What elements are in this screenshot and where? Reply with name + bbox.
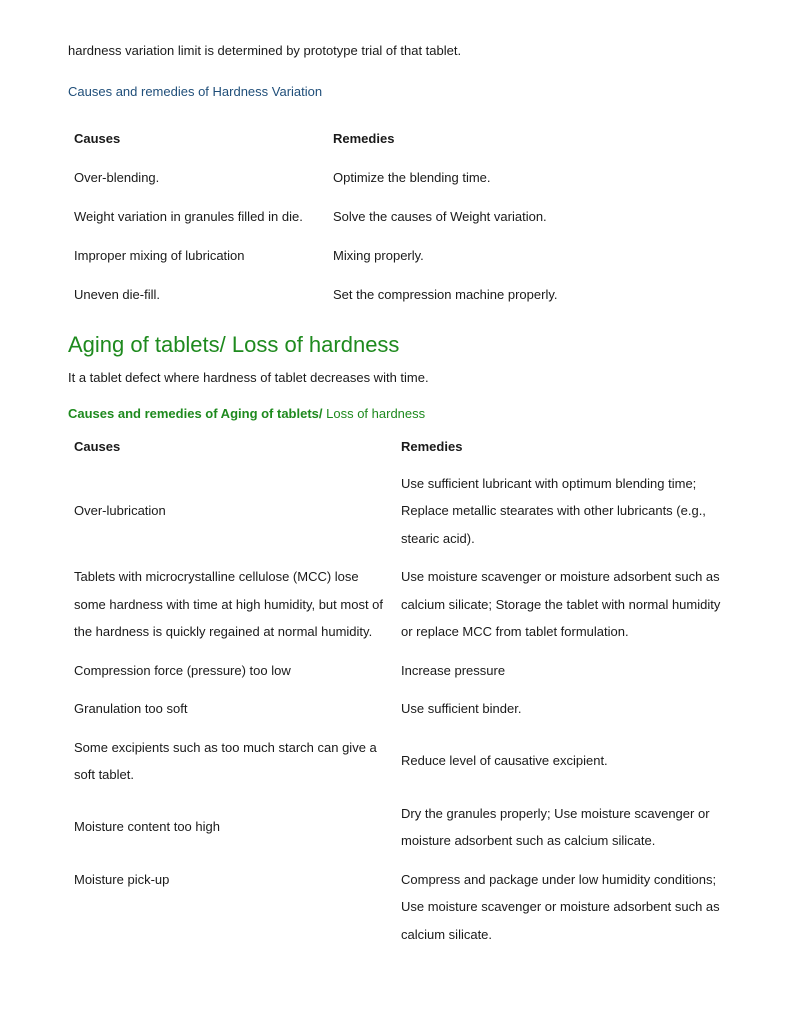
cause-cell: Over-blending. <box>74 170 160 185</box>
cause-cell: Over-lubrication <box>74 503 166 518</box>
table-row <box>68 158 639 197</box>
remedy-cell: Use sufficient lubricant with optimum blending time; Replace metallic stearates with other lubricants (e.g., stearic acid). <box>401 475 706 546</box>
table-header-row <box>68 430 737 464</box>
remedy-cell: Compress and package under low humidity conditions; Use moisture scavenger or moisture adsorbent such as calcium silicate. <box>401 871 720 942</box>
remedy-cell: Optimize the blending time. <box>333 170 491 185</box>
cause-cell: Moisture pick-up <box>74 871 170 887</box>
remedy-cell: Increase pressure <box>401 662 506 678</box>
cause-cell: Weight variation in granules filled in die. <box>74 209 303 224</box>
table-row <box>68 197 639 236</box>
cause-cell: Uneven die-fill. <box>74 287 160 302</box>
remedy-cell: Use moisture scavenger or moisture adsorbent such as calcium silicate; Storage the tablet with normal humidity or replace MCC from tablet formulation. <box>401 569 721 639</box>
remedy-cell: Solve the causes of Weight variation. <box>333 209 547 224</box>
aging-description: It a tablet defect where hardness of tablet decreases with time. <box>68 370 429 385</box>
table-row <box>68 651 737 690</box>
table-row <box>68 690 737 729</box>
cause-cell: Moisture content too high <box>74 819 220 835</box>
table-row <box>68 275 639 314</box>
cause-cell: Some excipients such as too much starch can give a soft tablet. <box>74 739 377 782</box>
table-row <box>68 728 737 794</box>
cause-cell: Tablets with microcrystalline cellulose (MCC) lose some hardness with time at high humidity, but most of the hardness is quickly regained at normal humidity. <box>74 569 384 639</box>
remedy-cell: Use sufficient binder. <box>401 701 522 716</box>
causes-header: Causes <box>74 439 121 455</box>
aging-subheading-bold: Causes and remedies of Aging of tablets/ <box>68 406 323 421</box>
intro-paragraph: hardness variation limit is determined by prototype trial of that tablet. <box>68 43 462 58</box>
aging-heading: Aging of tablets/ Loss of hardness <box>68 332 400 357</box>
table-header-row <box>68 119 639 158</box>
table-row <box>68 464 737 558</box>
aging-subheading <box>68 406 425 421</box>
table-row <box>68 794 737 860</box>
remedy-cell: Set the compression machine properly. <box>333 287 558 302</box>
table-row <box>68 236 639 275</box>
aging-table <box>68 430 737 954</box>
aging-subheading-regular: Loss of hardness <box>322 406 426 421</box>
table-row <box>68 860 737 954</box>
cause-cell: Improper mixing of lubrication <box>74 248 245 263</box>
remedy-cell: Mixing properly. <box>333 248 424 263</box>
cause-cell: Compression force (pressure) too low <box>74 662 291 678</box>
causes-header: Causes <box>74 131 121 146</box>
remedies-header: Remedies <box>401 439 463 455</box>
hardness-variation-table <box>68 119 639 314</box>
remedy-cell: Reduce level of causative excipient. <box>401 753 608 769</box>
cause-cell: Granulation too soft <box>74 701 188 716</box>
table-row <box>68 558 737 652</box>
remedies-header: Remedies <box>333 131 395 146</box>
remedy-cell: Dry the granules properly; Use moisture scavenger or moisture adsorbent such as calcium silicate. <box>401 805 710 848</box>
hardness-variation-subheading: Causes and remedies of Hardness Variation <box>68 84 323 99</box>
